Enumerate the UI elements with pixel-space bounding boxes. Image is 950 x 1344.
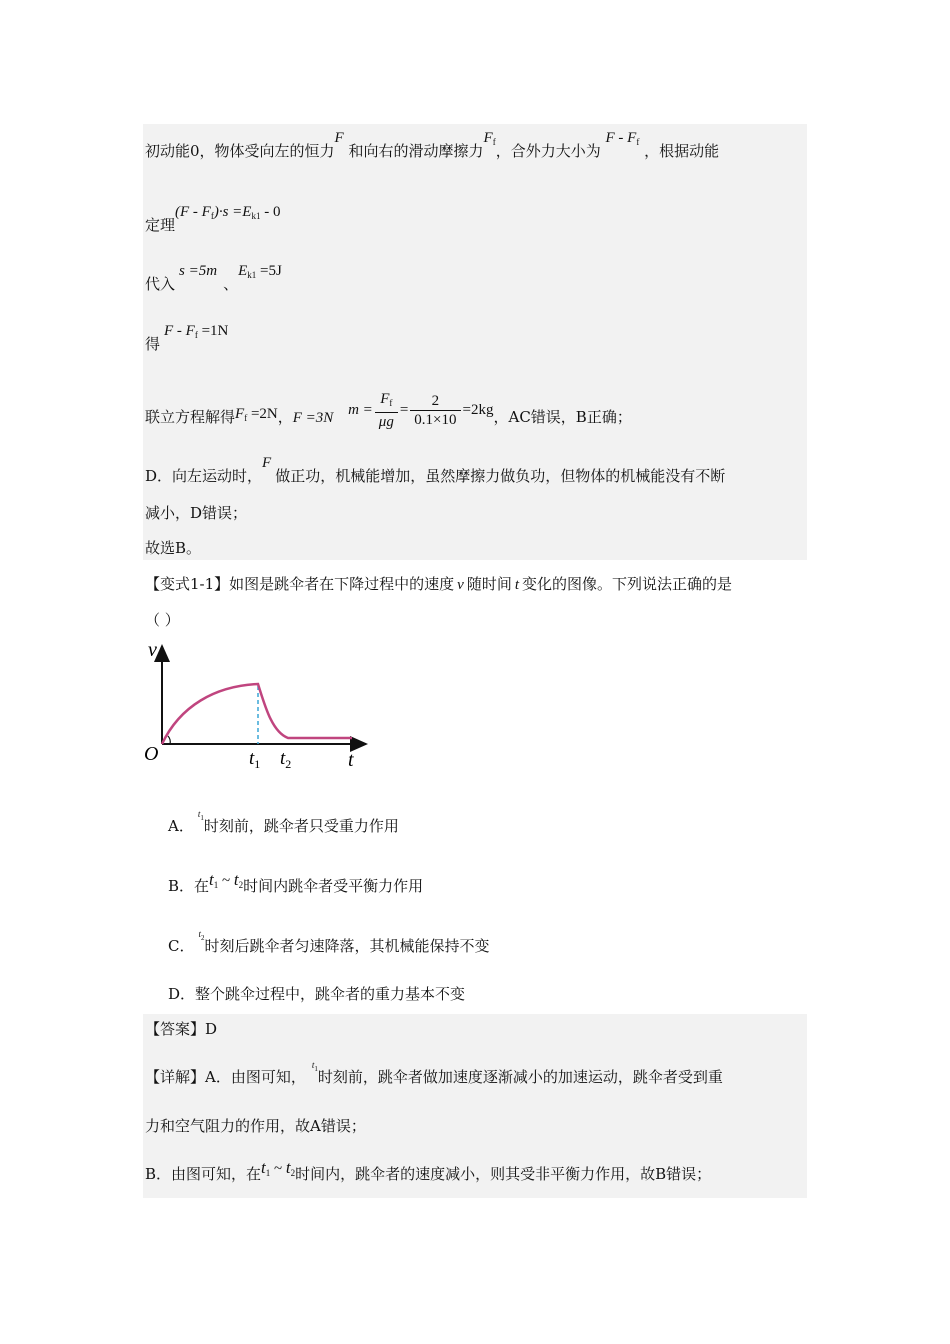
mass-equation: m = $\frac{F_f}{\mu g}$ = $\frac{2}{0.1\times 10}$ =2kg	[348, 391, 494, 430]
option-a[interactable]	[168, 809, 399, 842]
solution-line-8: 故选B。	[145, 539, 202, 557]
text: 随时间	[466, 575, 512, 593]
solution-line-5	[145, 391, 632, 440]
text: 得	[145, 335, 161, 353]
text: 【详解】A．由图可知，	[145, 1068, 306, 1086]
option-text: 时刻后跳伞者匀速降落，其机械能保持不变	[204, 937, 490, 955]
text: 做正功，机械能增加，虽然摩擦力做负功，但物体的机械能没有不断	[275, 467, 726, 485]
t1-t2-interval: $t_1$ ~ $t_2$	[261, 1158, 296, 1178]
text: 代入	[145, 275, 176, 293]
displacement-value: s =5m	[179, 263, 218, 279]
text: ，合外力大小为	[495, 142, 601, 160]
detail-line-1	[145, 1060, 723, 1093]
force-result: F =3N	[292, 409, 334, 426]
net-force-result: $F - F_f =1N$	[164, 323, 229, 340]
text: ，根据动能	[644, 142, 720, 160]
option-d[interactable]: D．整个跳伞过程中，跳伞者的重力基本不变	[168, 985, 466, 1003]
question-paren: （ ）	[145, 611, 180, 629]
velocity-time-graph	[140, 636, 380, 776]
energy-theorem-equation: $(F - F_f)\cdot s =E_{k1} - 0$	[175, 204, 281, 221]
solution-line-2	[145, 204, 281, 240]
solution-block-background	[143, 124, 807, 560]
t1-label: $t_1$	[249, 748, 261, 771]
text: 联立方程解得	[145, 407, 236, 426]
option-text: 时刻前，跳伞者只受重力作用	[203, 817, 399, 835]
option-c[interactable]	[168, 929, 490, 962]
option-label: B．在	[168, 877, 210, 895]
origin-label: O	[144, 743, 159, 765]
t1-t2-interval: $t_1$ ~ $t_2$	[209, 870, 244, 890]
solution-line-6	[145, 455, 726, 487]
friction-force: $F_f$	[483, 130, 496, 147]
solution-line-4	[145, 323, 229, 359]
solution-line-1	[145, 130, 720, 166]
kinetic-energy-value: $E_{k1} =5J$	[238, 263, 282, 280]
friction-result: $F_f =2N$	[235, 405, 278, 423]
question-title	[145, 574, 732, 595]
text: 定理	[145, 216, 176, 234]
text: ，AC错误，B正确；	[493, 407, 632, 426]
option-b[interactable]	[168, 870, 424, 901]
solution-line-7: 减小，D错误；	[145, 504, 248, 522]
t-axis-label: t	[348, 749, 354, 771]
solution-line-3	[145, 263, 282, 299]
velocity-curve	[162, 684, 352, 744]
force-F: F	[334, 130, 344, 146]
text: 【变式1-1】如图是跳伞者在下降过程中的速度	[145, 575, 455, 593]
answer-line: 【答案】D	[145, 1020, 218, 1038]
text: 时刻前，跳伞者做加速度逐渐减小的加速运动，跳伞者受到重	[317, 1068, 723, 1086]
t2-label: $t_2$	[280, 748, 292, 771]
text: D．向左运动时，	[145, 467, 263, 485]
option-label: C．	[168, 937, 195, 955]
detail-line-3	[145, 1158, 712, 1189]
text: B．由图可知，在	[145, 1165, 262, 1183]
text: 变化的图像。下列说法正确的是	[522, 575, 733, 593]
option-text: 时间内跳伞者受平衡力作用	[243, 877, 424, 895]
angle-arc	[168, 736, 170, 744]
text: ，	[277, 407, 293, 426]
v-axis-label: v	[148, 639, 157, 661]
text: 、	[223, 275, 239, 293]
t1-symbol: $t_1$	[197, 809, 204, 822]
option-label: A．	[168, 817, 194, 835]
net-force-expression: F - $F_f$	[605, 130, 640, 147]
t1-symbol: $t_1$	[311, 1060, 318, 1073]
t2-symbol: $t_2$	[198, 929, 205, 942]
text: 时间内，跳伞者的速度减小，则其受非平衡力作用，故B错误；	[295, 1165, 712, 1183]
text: 初动能0，物体受向左的恒力	[145, 142, 335, 160]
force-F: F	[262, 455, 272, 471]
var-t: t	[514, 577, 520, 593]
var-v: v	[457, 577, 464, 593]
text: 和向右的滑动摩擦力	[348, 142, 484, 160]
detail-line-2: 力和空气阻力的作用，故A错误；	[145, 1117, 366, 1135]
